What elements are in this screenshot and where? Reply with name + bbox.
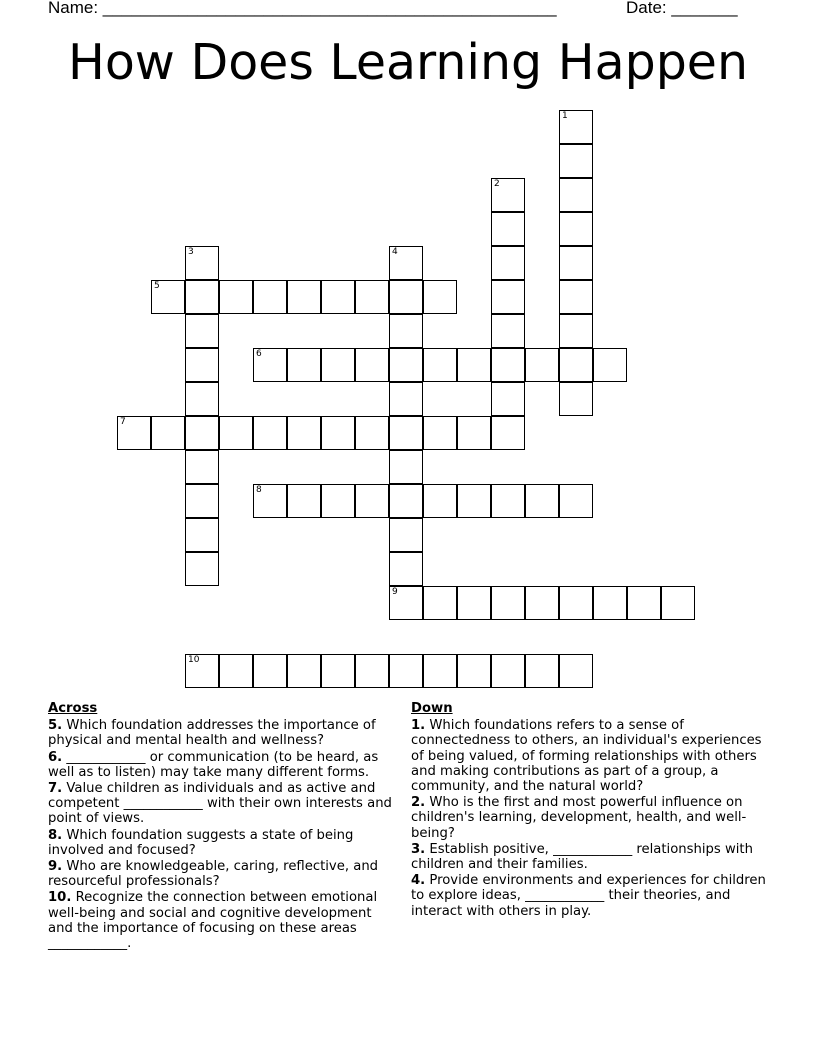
grid-cell[interactable] — [287, 416, 321, 450]
clue-across-9: 9. Who are knowledgeable, caring, reflective, and resourceful professionals? — [48, 859, 379, 890]
grid-cell[interactable] — [253, 416, 287, 450]
grid-cell[interactable] — [491, 212, 525, 246]
grid-cell[interactable] — [491, 586, 525, 620]
grid-cell[interactable] — [491, 280, 525, 314]
clue-number: 10 — [188, 655, 200, 665]
grid-cell[interactable] — [185, 416, 219, 450]
grid-cell[interactable] — [389, 348, 423, 382]
grid-cell[interactable] — [389, 586, 423, 620]
clue-down-1: 1. Which foundations refers to a sense of connectedness to others, an individual's experiences of being valued, of forming relationships with others and making contributions as part of a group, a community, and the natural world? — [411, 718, 762, 795]
grid-cell[interactable] — [117, 416, 151, 450]
grid-cell[interactable] — [457, 348, 491, 382]
grid-cell[interactable] — [559, 586, 593, 620]
grid-cell[interactable] — [491, 416, 525, 450]
grid-cell[interactable] — [457, 654, 491, 688]
grid-cell[interactable] — [253, 484, 287, 518]
grid-cell[interactable] — [491, 382, 525, 416]
grid-cell[interactable] — [355, 654, 389, 688]
clue-number: 6 — [256, 349, 262, 359]
clue-number: 8 — [256, 485, 262, 495]
clue-across-5: 5. Which foundation addresses the importance of physical and mental health and wellness? — [48, 718, 376, 749]
grid-cell[interactable] — [423, 654, 457, 688]
grid-cell[interactable] — [389, 246, 423, 280]
grid-cell[interactable] — [355, 416, 389, 450]
grid-cell[interactable] — [423, 348, 457, 382]
grid-cell[interactable] — [525, 654, 559, 688]
grid-cell[interactable] — [253, 280, 287, 314]
grid-cell[interactable] — [457, 586, 491, 620]
grid-cell[interactable] — [355, 484, 389, 518]
grid-cell[interactable] — [559, 144, 593, 178]
grid-cell[interactable] — [661, 586, 695, 620]
grid-cell[interactable] — [253, 348, 287, 382]
grid-cell[interactable] — [185, 654, 219, 688]
grid-cell[interactable] — [593, 348, 627, 382]
grid-cell[interactable] — [287, 280, 321, 314]
clue-across-8: 8. Which foundation suggests a state of being involved and focused? — [48, 827, 354, 858]
across-heading: Across — [48, 701, 98, 716]
grid-cell[interactable] — [593, 586, 627, 620]
date-field-label: Date: _______ — [626, 0, 738, 17]
grid-cell[interactable] — [185, 246, 219, 280]
grid-cell[interactable] — [321, 280, 355, 314]
grid-cell[interactable] — [287, 348, 321, 382]
clue-number: 2 — [494, 179, 500, 189]
grid-cell[interactable] — [559, 314, 593, 348]
clue-number: 1 — [562, 111, 568, 121]
grid-cell[interactable] — [389, 280, 423, 314]
clue-across-10: 10. Recognize the connection between emotional well-being and social and cognitive development and the importance of focusing on these areas ____________. — [48, 890, 378, 952]
clue-number: 5 — [154, 281, 160, 291]
clue-down-2: 2. Who is the first and most powerful influence on children's learning, development, health, and well-being? — [411, 795, 747, 841]
clue-number: 3 — [188, 247, 194, 257]
clue-across-7: 7. Value children as individuals and as active and competent ____________ with their own interests and point of views. — [48, 781, 392, 827]
grid-cell[interactable] — [389, 518, 423, 552]
grid-cell[interactable] — [185, 552, 219, 586]
grid-cell[interactable] — [491, 246, 525, 280]
grid-cell[interactable] — [457, 416, 491, 450]
grid-cell[interactable] — [287, 484, 321, 518]
grid-cell[interactable] — [321, 484, 355, 518]
grid-cell[interactable] — [321, 416, 355, 450]
name-field-label: Name: ________________________________________________ — [48, 0, 557, 17]
grid-cell[interactable] — [559, 212, 593, 246]
page-title: How Does Learning Happen — [67, 34, 749, 91]
grid-cell[interactable] — [185, 518, 219, 552]
grid-cell[interactable] — [491, 654, 525, 688]
grid-cell[interactable] — [559, 654, 593, 688]
grid-cell[interactable] — [389, 314, 423, 348]
grid-cell[interactable] — [321, 348, 355, 382]
grid-cell[interactable] — [389, 484, 423, 518]
grid-cell[interactable] — [185, 348, 219, 382]
grid-cell[interactable] — [389, 552, 423, 586]
grid-cell[interactable] — [559, 382, 593, 416]
grid-cell[interactable] — [559, 246, 593, 280]
grid-cell[interactable] — [423, 280, 457, 314]
clue-number: 9 — [392, 587, 398, 597]
grid-cell[interactable] — [389, 382, 423, 416]
grid-cell[interactable] — [525, 348, 559, 382]
grid-cell[interactable] — [525, 484, 559, 518]
grid-cell[interactable] — [423, 484, 457, 518]
grid-cell[interactable] — [185, 280, 219, 314]
grid-cell[interactable] — [185, 450, 219, 484]
grid-cell[interactable] — [389, 450, 423, 484]
grid-cell[interactable] — [559, 178, 593, 212]
grid-cell[interactable] — [355, 348, 389, 382]
down-clues — [411, 701, 775, 920]
grid-cell[interactable] — [525, 586, 559, 620]
grid-cell[interactable] — [491, 314, 525, 348]
grid-cell[interactable] — [185, 484, 219, 518]
grid-cell[interactable] — [253, 654, 287, 688]
grid-cell[interactable] — [185, 382, 219, 416]
grid-cell[interactable] — [389, 416, 423, 450]
grid-cell[interactable] — [559, 484, 593, 518]
clue-down-4: 4. Provide environments and experiences for children to explore ideas, ____________ their theories, and interact with others in play. — [411, 873, 766, 919]
clue-down-3: 3. Establish positive, ____________ relationships with children and their families. — [411, 841, 753, 873]
grid-cell[interactable] — [457, 484, 491, 518]
grid-cell[interactable] — [491, 178, 525, 212]
clue-number: 4 — [392, 247, 398, 257]
grid-cell[interactable] — [491, 484, 525, 518]
grid-cell[interactable] — [389, 654, 423, 688]
grid-cell[interactable] — [151, 416, 185, 450]
grid-cell[interactable] — [151, 280, 185, 314]
grid-cell[interactable] — [219, 416, 253, 450]
grid-cell[interactable] — [491, 348, 525, 382]
grid-cell[interactable] — [423, 586, 457, 620]
grid-cell[interactable] — [627, 586, 661, 620]
grid-cell[interactable] — [219, 280, 253, 314]
grid-cell[interactable] — [559, 110, 593, 144]
clue-across-6: 6. ____________ or communication (to be heard, as well as to listen) may take many different forms. — [48, 749, 379, 780]
grid-cell[interactable] — [559, 348, 593, 382]
grid-cell[interactable] — [185, 314, 219, 348]
grid-cell[interactable] — [321, 654, 355, 688]
grid-cell[interactable] — [355, 280, 389, 314]
grid-cell[interactable] — [423, 416, 457, 450]
down-heading: Down — [411, 701, 453, 716]
clue-number: 7 — [120, 417, 126, 427]
grid-cell[interactable] — [287, 654, 321, 688]
grid-cell[interactable] — [559, 280, 593, 314]
grid-cell[interactable] — [219, 654, 253, 688]
across-clues — [48, 701, 400, 952]
